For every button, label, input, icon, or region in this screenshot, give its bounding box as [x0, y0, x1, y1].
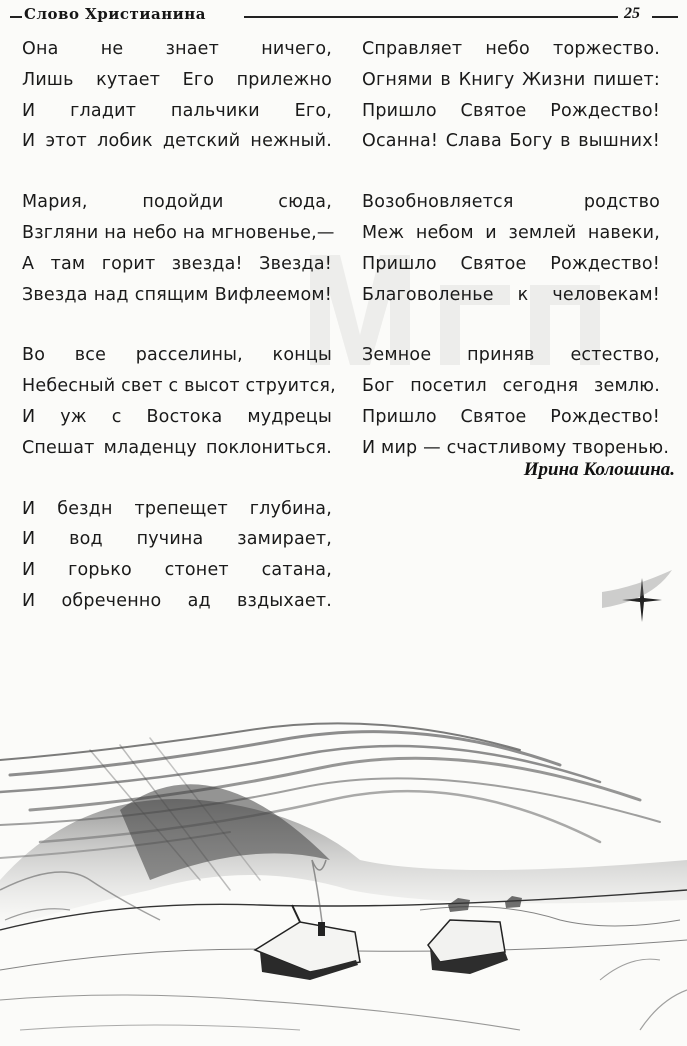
poem-line: Осанна! Слава Богу в вышних!	[362, 131, 660, 152]
stanza	[362, 34, 678, 157]
poem-line: Взгляни на небо на мгновенье,—	[22, 222, 335, 243]
poem-line: Лишь кутает Его прилежно	[22, 69, 332, 90]
stanza	[362, 340, 678, 463]
poem-right-column	[362, 34, 678, 494]
winter-village-illustration	[0, 560, 687, 1046]
stanza	[22, 34, 352, 157]
stanza	[22, 187, 352, 310]
hill-shading	[0, 799, 687, 930]
header-rule-right	[652, 16, 678, 18]
poem-line: Бог посетил сегодня землю.	[362, 376, 660, 397]
poem-line: И этот лобик детский нежный.	[22, 131, 332, 152]
poem-line: Пришло Святое Рождество!	[362, 406, 660, 427]
poem-line: Меж небом и землей навеки,	[362, 222, 660, 243]
poem-line: Во все расселины, концы	[22, 345, 332, 366]
poem-line: Пришло Святое Рождество!	[362, 100, 660, 121]
poem-left-column	[22, 34, 352, 647]
stanza	[362, 187, 678, 310]
poem-line: И обреченно ад вздыхает.	[22, 590, 332, 611]
header-rule-left	[10, 16, 22, 18]
poem-line: Возобновляется родство	[362, 192, 660, 213]
poem-line: А там горит звезда! Звезда!	[22, 253, 332, 274]
cottage-icon	[428, 920, 508, 974]
poem-line: И гладит пальчики Его,	[22, 100, 332, 121]
poem-line: Земное приняв естество,	[362, 345, 660, 366]
poem-line: Звезда над спящим Вифлеемом!	[22, 284, 332, 305]
magazine-title: Слово Христианина	[24, 5, 210, 23]
poem-line: Мария, подойди сюда,	[22, 192, 332, 213]
poem-line: И мир — счастливому творенью.	[362, 437, 670, 458]
poem-line: И уж с Востока мудрецы	[22, 406, 332, 427]
poem-line: Небесный свет с высот струится,	[22, 376, 336, 397]
poem-line: И вод пучина замирает,	[22, 529, 332, 550]
poem-line: И бездн трепещет глубина,	[22, 498, 332, 519]
poem-author: Ирина Колошина.	[523, 459, 675, 480]
poem-line: Спешат младенцу поклониться.	[22, 437, 332, 458]
page-number: 25	[624, 5, 640, 22]
poem-line: Огнями в Книгу Жизни пишет:	[362, 69, 660, 90]
page-header	[10, 4, 678, 26]
poem-line: Благоволенье к человекам!	[362, 284, 660, 305]
poem-line: И горько стонет сатана,	[22, 560, 332, 581]
star-icon	[602, 570, 672, 622]
poem-line: Справляет небо торжество.	[362, 39, 660, 59]
stanza	[22, 340, 352, 463]
poem-line: Пришло Святое Рождество!	[362, 253, 660, 274]
poem-line: Она не знает ничего,	[22, 39, 332, 59]
header-rule-middle	[244, 16, 618, 18]
